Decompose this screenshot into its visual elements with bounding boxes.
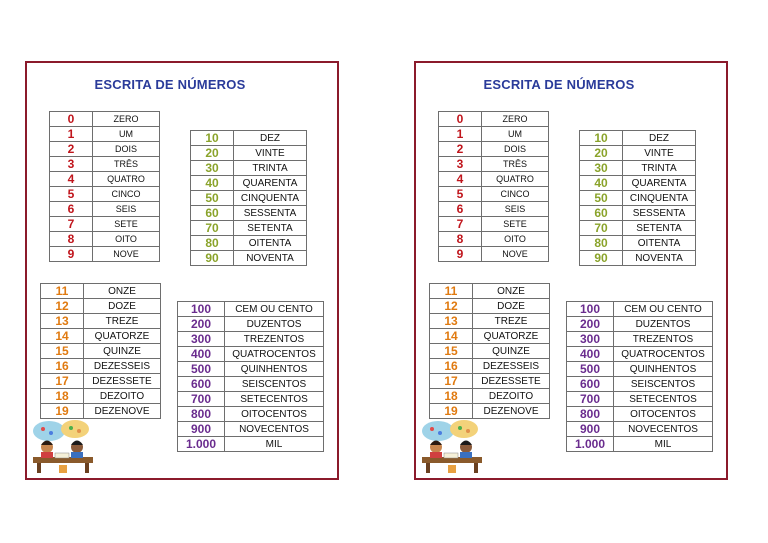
number-cell: 13 xyxy=(41,314,84,329)
number-cell: 14 xyxy=(430,329,473,344)
word-cell: QUINZE xyxy=(84,344,161,359)
number-cell: 16 xyxy=(41,359,84,374)
book-icon xyxy=(55,453,69,458)
word-cell: CEM OU CENTO xyxy=(225,302,324,317)
table-row xyxy=(439,202,549,217)
number-cell: 10 xyxy=(191,131,234,146)
table-row xyxy=(567,362,713,377)
word-cell: SETECENTOS xyxy=(225,392,324,407)
number-cell: 30 xyxy=(580,161,623,176)
word-cell: OITOCENTOS xyxy=(225,407,324,422)
number-cell: 600 xyxy=(567,377,614,392)
number-cell: 500 xyxy=(178,362,225,377)
word-cell: OITO xyxy=(93,232,160,247)
word-cell: ZERO xyxy=(482,112,549,127)
word-cell: VINTE xyxy=(623,146,696,161)
table-row xyxy=(567,392,713,407)
page-title: ESCRITA DE NÚMEROS xyxy=(483,77,635,92)
table-row xyxy=(50,247,160,262)
number-cell: 50 xyxy=(580,191,623,206)
table-row xyxy=(580,146,696,161)
word-cell: QUINHENTOS xyxy=(614,362,713,377)
table-row xyxy=(178,392,324,407)
word-cell: TRÊS xyxy=(482,157,549,172)
word-cell: QUARENTA xyxy=(234,176,307,191)
table-row xyxy=(430,344,550,359)
word-cell: SESSENTA xyxy=(623,206,696,221)
number-cell: 17 xyxy=(430,374,473,389)
table-row xyxy=(50,127,160,142)
word-cell: TREZENTOS xyxy=(225,332,324,347)
table-row xyxy=(580,176,696,191)
table-row xyxy=(191,131,307,146)
number-cell: 400 xyxy=(567,347,614,362)
children-reading-illustration-icon xyxy=(420,419,484,475)
table-row xyxy=(41,374,161,389)
table-row xyxy=(41,344,161,359)
number-cell: 80 xyxy=(191,236,234,251)
number-cell: 7 xyxy=(439,217,482,232)
number-cell: 600 xyxy=(178,377,225,392)
number-cell: 4 xyxy=(50,172,93,187)
number-cell: 15 xyxy=(430,344,473,359)
number-cell: 0 xyxy=(439,112,482,127)
word-cell: QUARENTA xyxy=(623,176,696,191)
number-cell: 400 xyxy=(178,347,225,362)
table-row xyxy=(430,284,550,299)
word-cell: SETECENTOS xyxy=(614,392,713,407)
word-cell: DEZOITO xyxy=(473,389,550,404)
word-cell: SESSENTA xyxy=(234,206,307,221)
number-cell: 40 xyxy=(580,176,623,191)
table-row xyxy=(41,284,161,299)
word-cell: CINQUENTA xyxy=(623,191,696,206)
word-cell: DEZOITO xyxy=(84,389,161,404)
table-row xyxy=(50,217,160,232)
table-row xyxy=(567,317,713,332)
number-cell: 11 xyxy=(41,284,84,299)
table-row xyxy=(439,127,549,142)
number-cell: 2 xyxy=(50,142,93,157)
word-cell: DOZE xyxy=(473,299,550,314)
number-cell: 100 xyxy=(178,302,225,317)
tens-table xyxy=(190,130,307,266)
word-cell: MIL xyxy=(614,437,713,452)
number-cell: 8 xyxy=(50,232,93,247)
word-cell: OITO xyxy=(482,232,549,247)
number-cell: 200 xyxy=(178,317,225,332)
table-row xyxy=(178,347,324,362)
number-cell: 14 xyxy=(41,329,84,344)
number-cell: 2 xyxy=(439,142,482,157)
word-cell: DEZESSEIS xyxy=(84,359,161,374)
tens-table xyxy=(579,130,696,266)
table-row xyxy=(580,161,696,176)
word-cell: TREZENTOS xyxy=(614,332,713,347)
word-cell: NOVENTA xyxy=(234,251,307,266)
number-cell: 60 xyxy=(191,206,234,221)
number-cell: 18 xyxy=(430,389,473,404)
table-row xyxy=(439,232,549,247)
table-row xyxy=(50,232,160,247)
word-cell: OITOCENTOS xyxy=(614,407,713,422)
number-cell: 90 xyxy=(580,251,623,266)
number-cell: 40 xyxy=(191,176,234,191)
number-cell: 10 xyxy=(580,131,623,146)
table-row xyxy=(567,347,713,362)
word-cell: QUATORZE xyxy=(84,329,161,344)
word-cell: DUZENTOS xyxy=(225,317,324,332)
table-row xyxy=(41,359,161,374)
number-chart-card xyxy=(25,61,339,480)
table-row xyxy=(439,187,549,202)
table-row xyxy=(567,377,713,392)
word-cell: QUINZE xyxy=(473,344,550,359)
table-row xyxy=(191,146,307,161)
table-row xyxy=(580,206,696,221)
units-table xyxy=(438,111,549,262)
table-row xyxy=(567,332,713,347)
word-cell: SEISCENTOS xyxy=(225,377,324,392)
table-row xyxy=(439,157,549,172)
number-cell: 4 xyxy=(439,172,482,187)
number-cell: 15 xyxy=(41,344,84,359)
table-row xyxy=(178,302,324,317)
number-cell: 50 xyxy=(191,191,234,206)
children-reading-illustration-icon xyxy=(31,419,95,475)
word-cell: CEM OU CENTO xyxy=(614,302,713,317)
number-chart-card xyxy=(414,61,728,480)
number-cell: 17 xyxy=(41,374,84,389)
table-row xyxy=(41,314,161,329)
word-cell: SETE xyxy=(93,217,160,232)
table-row xyxy=(439,142,549,157)
word-cell: NOVE xyxy=(93,247,160,262)
number-cell: 300 xyxy=(178,332,225,347)
word-cell: QUATORZE xyxy=(473,329,550,344)
word-cell: DEZESSETE xyxy=(84,374,161,389)
table-row xyxy=(580,251,696,266)
word-cell: DEZESSETE xyxy=(473,374,550,389)
number-cell: 6 xyxy=(50,202,93,217)
table-row xyxy=(178,362,324,377)
word-cell: SEIS xyxy=(93,202,160,217)
word-cell: DEZESSEIS xyxy=(473,359,550,374)
number-cell: 90 xyxy=(191,251,234,266)
teens-table xyxy=(40,283,161,419)
number-cell: 3 xyxy=(439,157,482,172)
table-row xyxy=(178,377,324,392)
table-row xyxy=(178,332,324,347)
word-cell: NOVECENTOS xyxy=(614,422,713,437)
table-row xyxy=(191,251,307,266)
word-cell: ZERO xyxy=(93,112,160,127)
word-cell: SETE xyxy=(482,217,549,232)
table-row xyxy=(430,299,550,314)
table-row xyxy=(50,112,160,127)
number-cell: 900 xyxy=(567,422,614,437)
table-row xyxy=(41,404,161,419)
number-cell: 3 xyxy=(50,157,93,172)
number-cell: 13 xyxy=(430,314,473,329)
table-row xyxy=(50,172,160,187)
table-row xyxy=(567,437,713,452)
table-row xyxy=(567,407,713,422)
table-row xyxy=(191,176,307,191)
word-cell: OITENTA xyxy=(234,236,307,251)
word-cell: QUATRO xyxy=(482,172,549,187)
number-cell: 6 xyxy=(439,202,482,217)
word-cell: DEZ xyxy=(623,131,696,146)
table-row xyxy=(439,112,549,127)
table-row xyxy=(430,374,550,389)
number-cell: 60 xyxy=(580,206,623,221)
number-cell: 70 xyxy=(580,221,623,236)
table-row xyxy=(580,221,696,236)
word-cell: OITENTA xyxy=(623,236,696,251)
number-cell: 7 xyxy=(50,217,93,232)
table-row xyxy=(191,206,307,221)
word-cell: TREZE xyxy=(473,314,550,329)
table-row xyxy=(439,217,549,232)
number-cell: 20 xyxy=(191,146,234,161)
number-cell: 800 xyxy=(178,407,225,422)
number-cell: 700 xyxy=(567,392,614,407)
table-row xyxy=(191,191,307,206)
word-cell: NOVE xyxy=(482,247,549,262)
word-cell: TRINTA xyxy=(623,161,696,176)
word-cell: SETENTA xyxy=(623,221,696,236)
word-cell: ONZE xyxy=(84,284,161,299)
number-cell: 700 xyxy=(178,392,225,407)
word-cell: NOVENTA xyxy=(623,251,696,266)
number-cell: 1.000 xyxy=(178,437,225,452)
teens-table xyxy=(429,283,550,419)
number-cell: 5 xyxy=(50,187,93,202)
word-cell: DOIS xyxy=(482,142,549,157)
number-cell: 19 xyxy=(41,404,84,419)
number-cell: 0 xyxy=(50,112,93,127)
thought-bubble-icon xyxy=(450,420,478,438)
table-row xyxy=(191,236,307,251)
thought-bubble-icon xyxy=(61,420,89,438)
hundreds-table xyxy=(177,301,324,452)
page-title: ESCRITA DE NÚMEROS xyxy=(94,77,246,92)
number-cell: 1.000 xyxy=(567,437,614,452)
number-cell: 18 xyxy=(41,389,84,404)
table-row xyxy=(50,142,160,157)
table-row xyxy=(41,329,161,344)
word-cell: QUINHENTOS xyxy=(225,362,324,377)
number-cell: 1 xyxy=(439,127,482,142)
table-row xyxy=(430,389,550,404)
table-row xyxy=(580,191,696,206)
table-row xyxy=(178,437,324,452)
word-cell: DOZE xyxy=(84,299,161,314)
table-row xyxy=(178,422,324,437)
book-icon xyxy=(444,453,458,458)
table-row xyxy=(178,317,324,332)
word-cell: QUATRO xyxy=(93,172,160,187)
table-row xyxy=(430,359,550,374)
table-row xyxy=(50,187,160,202)
number-cell: 11 xyxy=(430,284,473,299)
number-cell: 20 xyxy=(580,146,623,161)
hundreds-table xyxy=(566,301,713,452)
number-cell: 900 xyxy=(178,422,225,437)
word-cell: UM xyxy=(482,127,549,142)
number-cell: 30 xyxy=(191,161,234,176)
word-cell: DEZENOVE xyxy=(473,404,550,419)
word-cell: MIL xyxy=(225,437,324,452)
word-cell: DUZENTOS xyxy=(614,317,713,332)
word-cell: DEZ xyxy=(234,131,307,146)
word-cell: ONZE xyxy=(473,284,550,299)
word-cell: TREZE xyxy=(84,314,161,329)
number-cell: 80 xyxy=(580,236,623,251)
number-cell: 5 xyxy=(439,187,482,202)
word-cell: SEISCENTOS xyxy=(614,377,713,392)
word-cell: VINTE xyxy=(234,146,307,161)
number-cell: 800 xyxy=(567,407,614,422)
table-row xyxy=(580,236,696,251)
number-cell: 16 xyxy=(430,359,473,374)
number-cell: 1 xyxy=(50,127,93,142)
number-cell: 70 xyxy=(191,221,234,236)
number-cell: 200 xyxy=(567,317,614,332)
thought-bubble-icon xyxy=(422,421,454,441)
word-cell: SEIS xyxy=(482,202,549,217)
table-row xyxy=(430,314,550,329)
table-row xyxy=(191,161,307,176)
word-cell: UM xyxy=(93,127,160,142)
number-cell: 12 xyxy=(41,299,84,314)
word-cell: QUATROCENTOS xyxy=(614,347,713,362)
word-cell: CINCO xyxy=(482,187,549,202)
number-cell: 9 xyxy=(50,247,93,262)
table-row xyxy=(439,247,549,262)
number-cell: 8 xyxy=(439,232,482,247)
word-cell: SETENTA xyxy=(234,221,307,236)
units-table xyxy=(49,111,160,262)
word-cell: DOIS xyxy=(93,142,160,157)
word-cell: CINCO xyxy=(93,187,160,202)
word-cell: CINQUENTA xyxy=(234,191,307,206)
table-row xyxy=(430,329,550,344)
table-row xyxy=(191,221,307,236)
word-cell: TRINTA xyxy=(234,161,307,176)
table-row xyxy=(178,407,324,422)
table-row xyxy=(439,172,549,187)
table-row xyxy=(50,202,160,217)
number-cell: 300 xyxy=(567,332,614,347)
number-cell: 19 xyxy=(430,404,473,419)
thought-bubble-icon xyxy=(33,421,65,441)
table-row xyxy=(580,131,696,146)
table-row xyxy=(41,389,161,404)
table-row xyxy=(430,404,550,419)
number-cell: 9 xyxy=(439,247,482,262)
number-cell: 100 xyxy=(567,302,614,317)
table-row xyxy=(41,299,161,314)
number-cell: 500 xyxy=(567,362,614,377)
table-row xyxy=(567,422,713,437)
number-cell: 12 xyxy=(430,299,473,314)
word-cell: QUATROCENTOS xyxy=(225,347,324,362)
table-row xyxy=(567,302,713,317)
word-cell: NOVECENTOS xyxy=(225,422,324,437)
table-row xyxy=(50,157,160,172)
word-cell: TRÊS xyxy=(93,157,160,172)
word-cell: DEZENOVE xyxy=(84,404,161,419)
